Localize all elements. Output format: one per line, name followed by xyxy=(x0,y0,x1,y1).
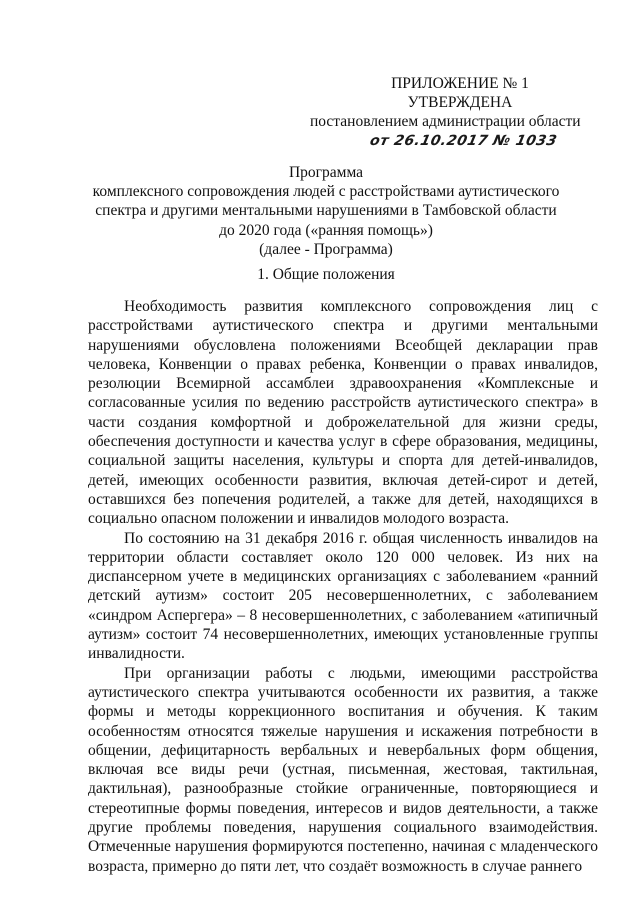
program-title-line-3: до 2020 года («ранняя помощь») xyxy=(219,221,433,239)
program-title-block xyxy=(86,163,566,259)
paragraph-1: Необходимость развития комплексного сопровождения лиц с расстройствами аутистического спектра и другими ментальными нарушениями обусловлена положениями Всеобщей декларации прав человека, Конвенции о правах ребенка, Конвенции о правах инвалидов, резолюции Всемирной ассамблеи здравоохранения «Комплексные и согласованные усилия по ведению расстройств аутистического спектра» в части создания комфортной и доброжелательной для жизни среды, обеспечения доступности и качества услуг в сфере образования, медицины, социальной защиты населения, культуры и спорта для детей-инвалидов, детей, имеющих особенности развития, включая детей-сирот и детей, оставшихся без попечения родителей, а также для детей, находящихся в социально опасном положении и инвалидов молодого возраста. xyxy=(88,298,598,528)
approved-label: УТВЕРЖДЕНА xyxy=(407,94,513,111)
appendix-label: ПРИЛОЖЕНИЕ № 1 xyxy=(391,75,529,92)
paragraph-3: При организации работы с людьми, имеющими расстройства аутистического спектра учитываются особенности их развития, а также формы и методы коррекционного воспитания и обучения. К таким особенностям относятся тяжелые нарушения и искажения потребности в общении, дефицитарность вербальных и невербальных форм общения, включая все виды речи (устная, письменная, жестовая, тактильная, дактильная), разнообразные стойкие ограниченные, повторяющиеся и стереотипные формы поведения, интересов и видов деятельности, а также другие проблемы поведения, нарушения социального взаимодействия. Отмеченные нарушения формируются постепенно, начиная с младенческого возраста, примерно до пяти лет, что создаёт возможность в случае раннего xyxy=(88,664,598,875)
program-title-line-4: (далее - Программа) xyxy=(259,240,393,258)
program-title-line-1: комплексного сопровождения людей с расстройствами аутистического xyxy=(92,183,560,201)
section-heading: 1. Общие положения xyxy=(257,266,395,283)
handwritten-date-number: от 26.10.2017 № 1033 xyxy=(368,133,559,149)
approved-by: постановлением администрации области xyxy=(310,113,581,130)
program-title: Программа xyxy=(288,164,364,181)
approval-block xyxy=(310,74,610,151)
program-title-line-2: спектра и другими ментальными нарушениями в Тамбовской области xyxy=(95,202,557,220)
paragraph-2: По состоянию на 31 декабря 2016 г. общая численность инвалидов на территории области составляет около 120 000 человек. Из них на диспансерном учете в медицинских организациях с заболеванием «ранний детский аутизм» состоит 205 несовершеннолетних, с заболеванием «синдром Аспергера» – 8 несовершеннолетних, с заболеванием «атипичный аутизм» состоит 74 несовершеннолетних, имеющих установленные группы инвалидности. xyxy=(88,529,598,663)
body-text xyxy=(88,297,598,876)
